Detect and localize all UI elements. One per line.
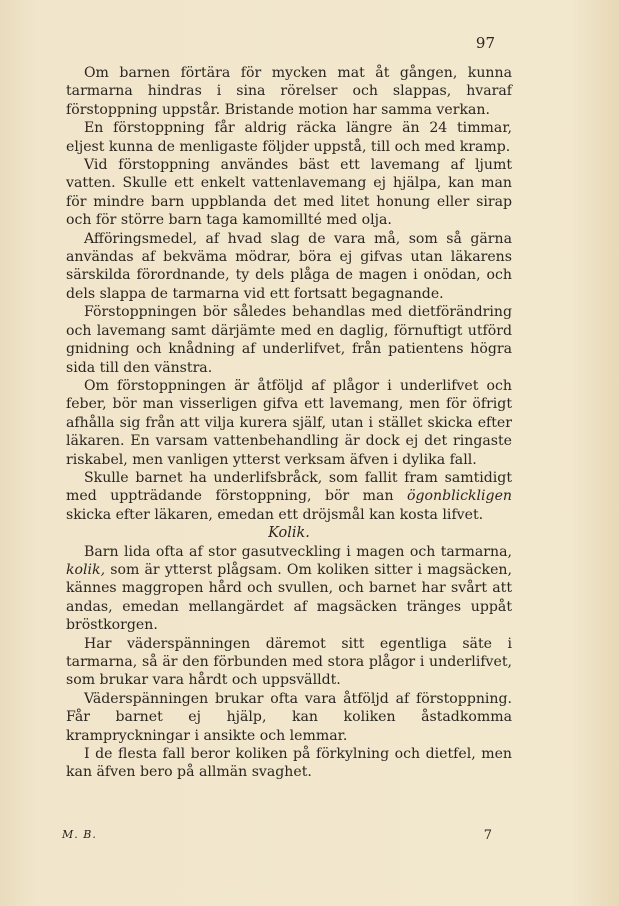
paragraph: En förstoppning får aldrig räcka längre än 24 timmar, eljest kunna de menligaste följder uppstå, till och med kramp. bbox=[66, 120, 512, 155]
paragraph: Förstoppningen bör således behandlas med dietförändring och lavemang samt därjämte med en daglig, förnuftigt utförd gnidning och knådning af underlifvet, från patientens högra sida till den vänstra. bbox=[66, 304, 512, 376]
emphasis-word: kolik, bbox=[66, 561, 106, 578]
page-number: 97 bbox=[475, 34, 495, 52]
section-title: Kolik. bbox=[268, 525, 310, 542]
text-run: Barn lida ofta af stor gasutveckling i magen och tarmarna, bbox=[84, 543, 512, 560]
paragraph: Afföringsmedel, af hvad slag de vara må, som så gärna användas af bekväma mödrar, böra ej gifvas utan läkarens särskilda förordnande, ty dels plåga de magen i onödan, och dels slappa de tarmarna vid ett fortsatt begagnande. bbox=[66, 230, 512, 302]
paragraph: Vid förstoppning användes bäst ett lavemang af ljumt vatten. Skulle ett enkelt vattenlavemang ej hjälpa, kan man för mindre barn uppblanda det med litet honung eller sirap och för större barn taga kamomillté med olja. bbox=[66, 157, 512, 229]
paragraph: Om barnen förtära för mycken mat åt gången, kunna tarmarna hindras i sina rörelser och slappas, hvaraf förstoppning uppstår. Bristande motion har samma verkan. bbox=[66, 65, 512, 118]
text-run: som är ytterst plågsam. Om koliken sitter i magsäcken, kännes maggropen hård och svullen, och barnet har svårt att andas, emedan mellangärdet af magsäcken tränges uppåt bröstkorgen. bbox=[66, 561, 512, 634]
paragraph-hernia bbox=[66, 469, 512, 524]
emphasis-word: ögonblickligen bbox=[407, 488, 512, 505]
text-run: skicka efter läkaren, emedan ett dröjsmål kan kosta lifvet. bbox=[66, 506, 484, 523]
paragraph: Har väderspänningen däremot sitt egentliga säte i tarmarna, så är den förbunden med stora plågor i underlifvet, som brukar vara hårdt och uppsvälldt. bbox=[66, 635, 512, 689]
text-run: Skulle barnet ha underlifsbråck, som fallit fram samtidigt med uppträdande förstoppning, bör man bbox=[66, 469, 512, 505]
paragraph: Om förstoppningen är åtföljd af plågor i underlifvet och feber, bör man visserligen gifva ett lavemang, men för öfrigt afhålla sig från att vilja kurera själf, utan i stället skicka efter läkaren. En varsam vattenbehandling är dock ej det ringaste riskabel, men vanligen ytterst verksam äfven i dylika fall. bbox=[66, 377, 512, 468]
signature-mark: M. B. bbox=[62, 828, 97, 841]
paragraph: I de flesta fall beror koliken på förkylning och dietfel, men kan äfven bero på allmän svaghet. bbox=[66, 746, 512, 781]
paragraph-colic bbox=[66, 543, 512, 635]
sheet-number: 7 bbox=[483, 828, 492, 843]
paragraph: Väderspänningen brukar ofta vara åtföljd af förstoppning. Får barnet ej hjälp, kan koliken åstadkomma krampryckningar i ansikte och lemmar. bbox=[66, 690, 512, 744]
body-text bbox=[66, 64, 512, 782]
